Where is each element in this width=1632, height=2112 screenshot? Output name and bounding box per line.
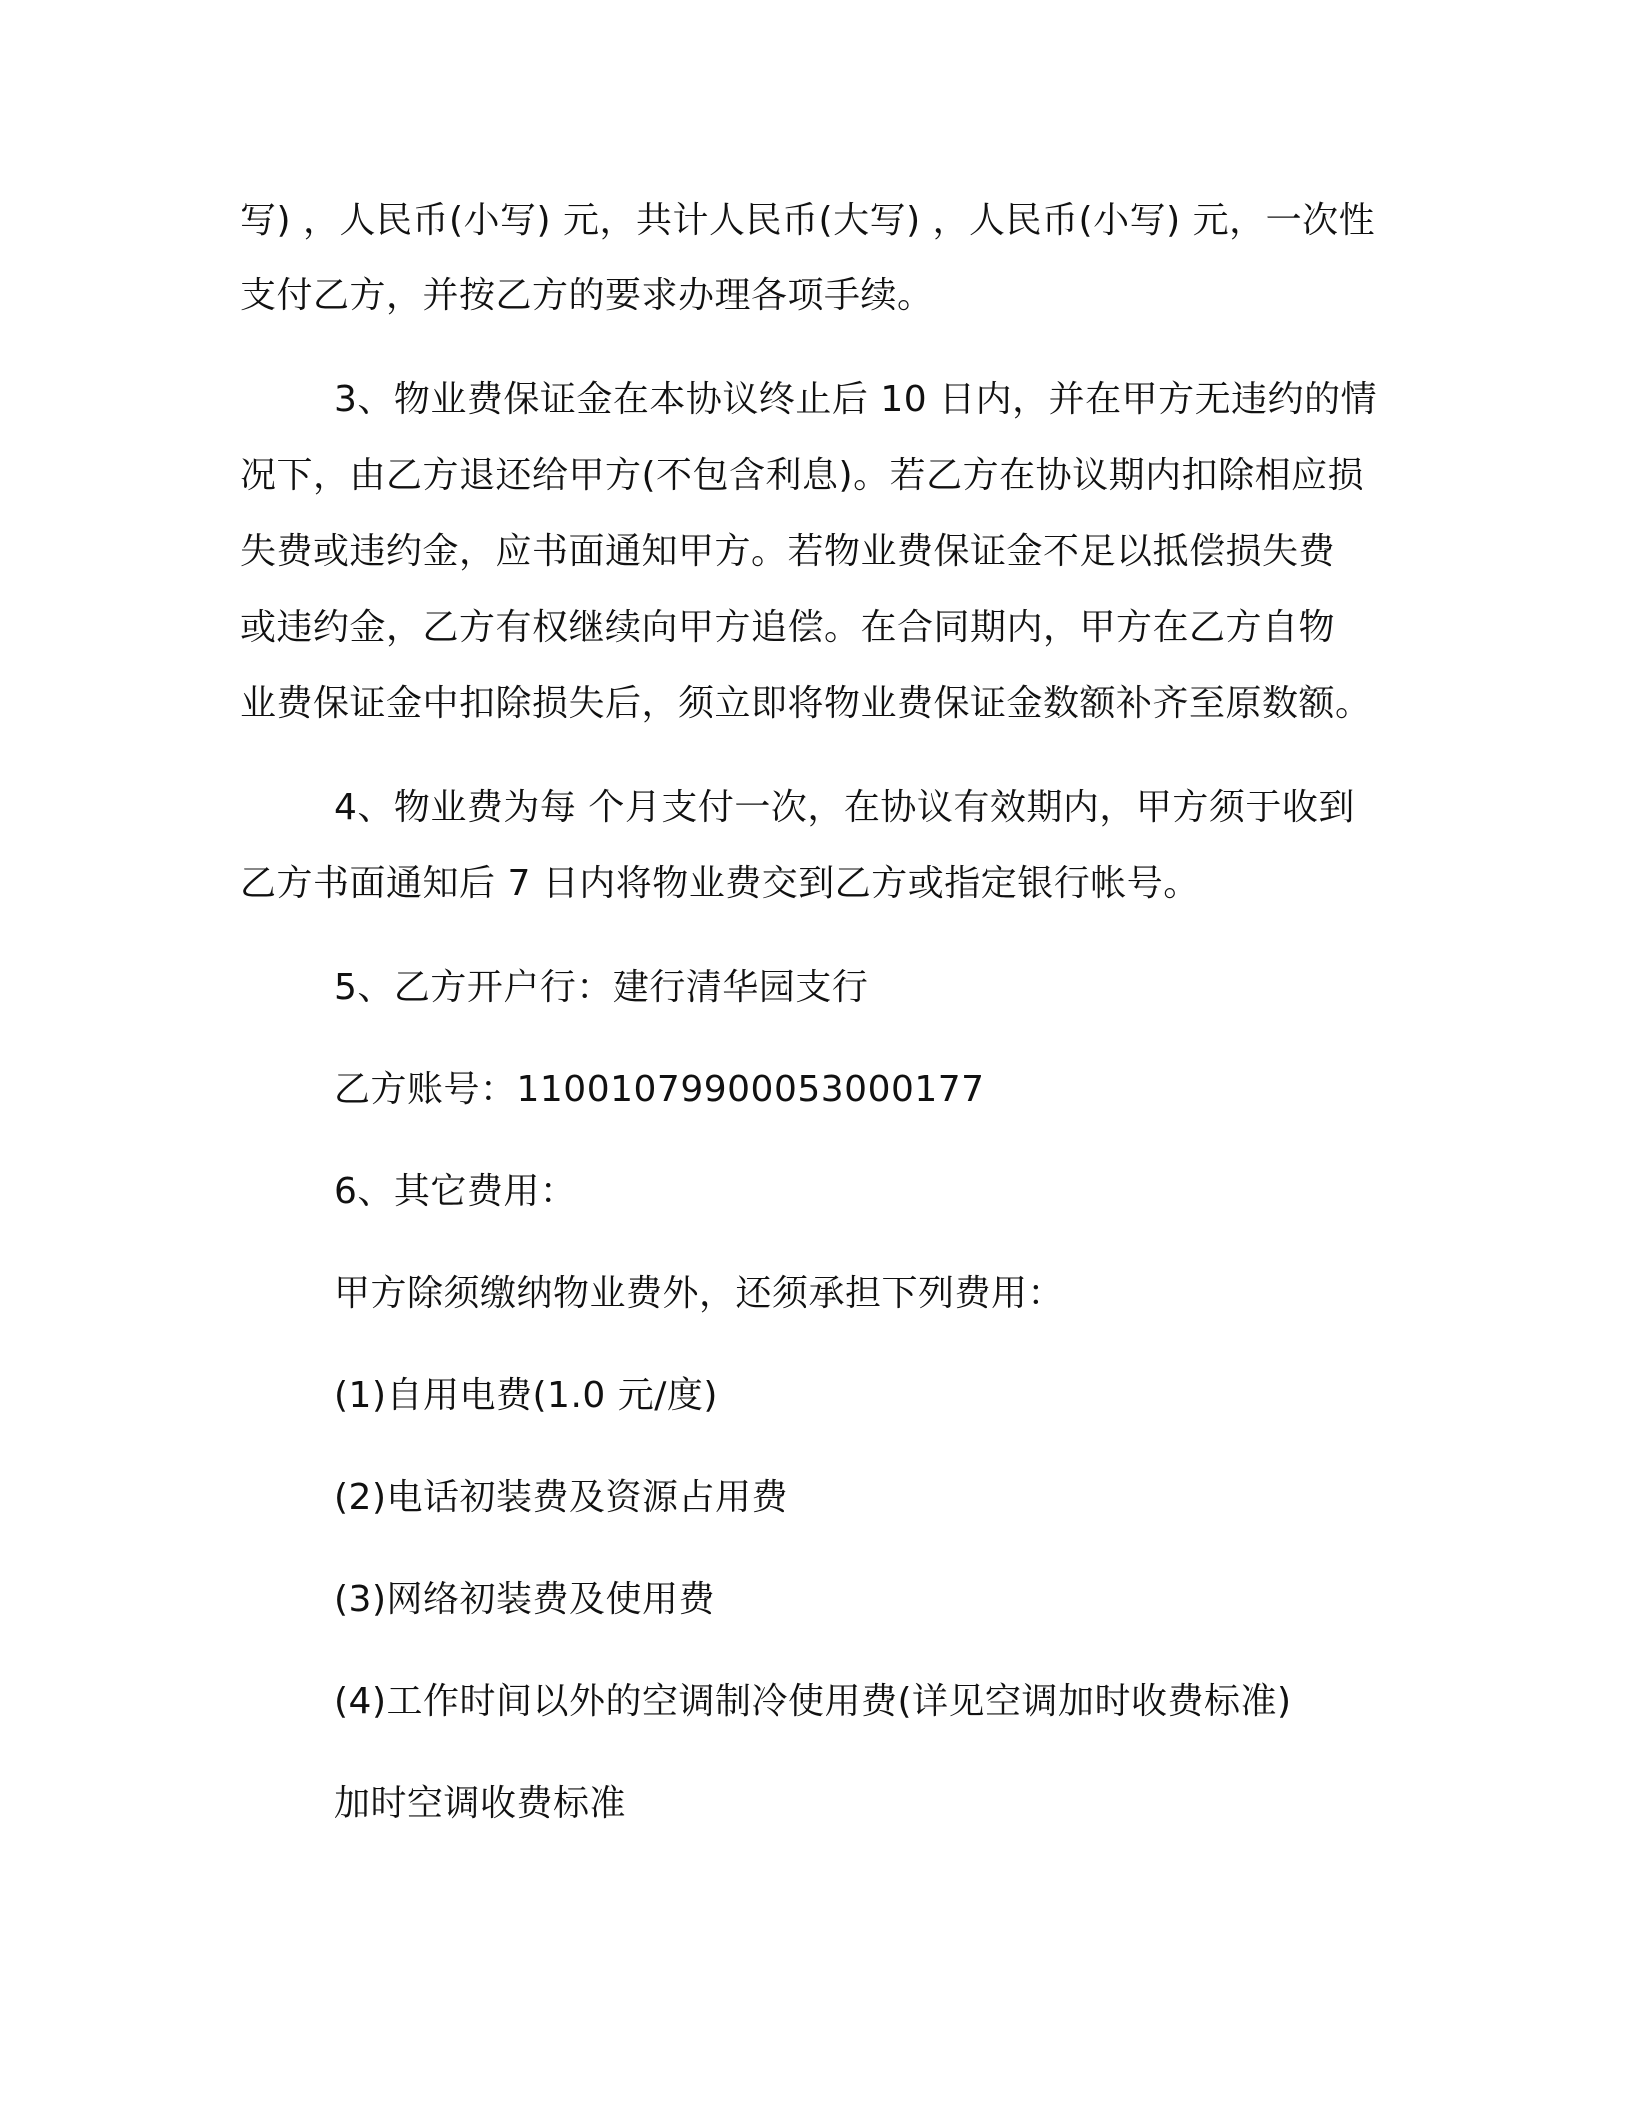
paragraph-3-line-2: 乙方书面通知后 7 日内将物业费交到乙方或指定银行帐号。 — [240, 863, 1200, 904]
fee-item: (3)网络初装费及使用费 — [334, 1579, 715, 1620]
paragraph-2-line-3: 失费或违约金，应书面通知甲方。若物业费保证金不足以抵偿损失费 — [240, 531, 1336, 572]
paragraph-3-line-1: 4、物业费为每 个月支付一次，在协议有效期内，甲方须于收到 — [334, 787, 1355, 828]
paragraph-2-line-2: 况下，由乙方退还给甲方(不包含利息)。若乙方在协议期内扣除相应损 — [240, 455, 1365, 496]
paragraph-1-line-1: 写) ，人民币(小写) 元，共计人民币(大写) ，人民币(小写) 元，一次性 — [240, 200, 1376, 241]
fee-item: (4)工作时间以外的空调制冷使用费(详见空调加时收费标准) — [334, 1681, 1292, 1722]
paragraph-2-line-5: 业费保证金中扣除损失后，须立即将物业费保证金数额补齐至原数额。 — [240, 683, 1372, 724]
bank-name-line: 5、乙方开户行：建行清华园支行 — [334, 967, 869, 1008]
paragraph-2-line-1: 3、物业费保证金在本协议终止后 10 日内，并在甲方无违约的情 — [334, 379, 1378, 420]
paragraph-1-line-2: 支付乙方，并按乙方的要求办理各项手续。 — [240, 275, 934, 316]
fee-item: (2)电话初装费及资源占用费 — [334, 1477, 788, 1518]
fee-item: (1)自用电费(1.0 元/度) — [334, 1375, 718, 1416]
other-fees-heading: 6、其它费用： — [334, 1171, 577, 1212]
paragraph-2-line-4: 或违约金，乙方有权继续向甲方追偿。在合同期内，甲方在乙方自物 — [240, 607, 1336, 648]
ac-fee-standard-heading: 加时空调收费标准 — [334, 1783, 627, 1824]
bank-account-line: 乙方账号：11001079900053000177 — [334, 1069, 985, 1110]
other-fees-intro: 甲方除须缴纳物业费外，还须承担下列费用： — [334, 1273, 1065, 1314]
